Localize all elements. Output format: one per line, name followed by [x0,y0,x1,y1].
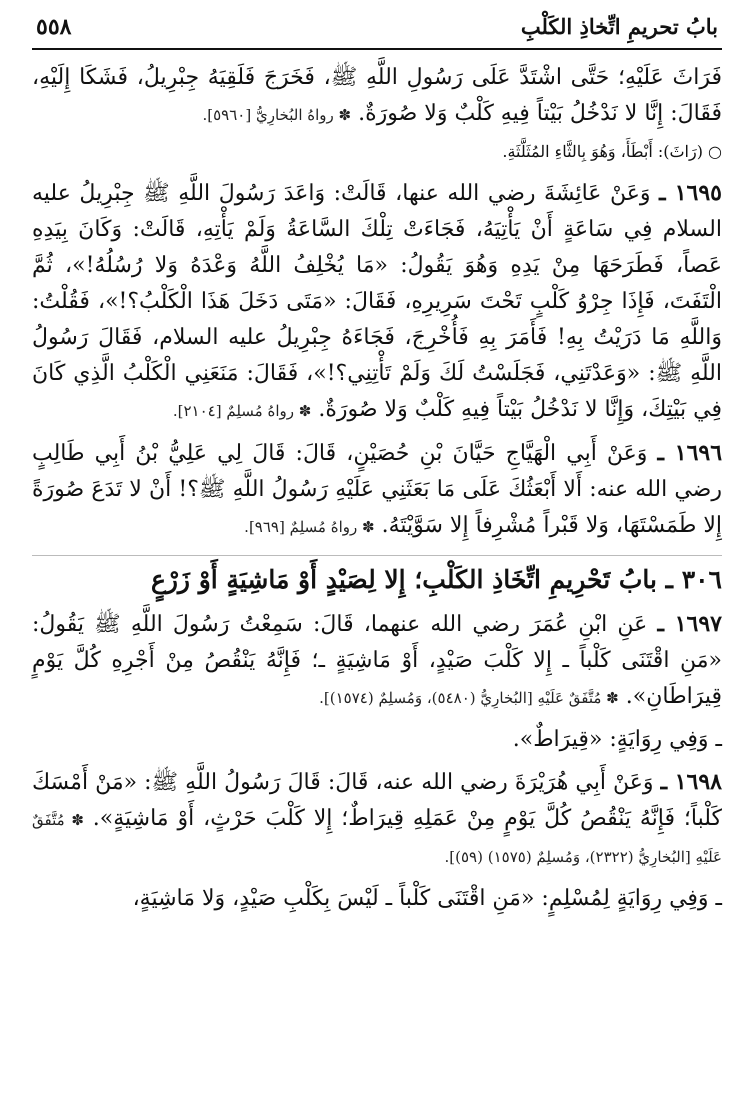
vocabulary-note [32,139,722,165]
paragraph-text: وَعَنْ أَبِي هُرَيْرَةَ رضي الله عنه، قَالَ: قَالَ رَسُولُ اللَّهِ ﷺ: «مَنْ أَمْسَكَ كَلْباً؛ فَإِنَّهُ يَنْقُصُ كُلَّ يَوْمٍ مِنْ عَمَلِهِ قِيرَاطٌ؛ إِلا كَلْبَ حَرْثٍ، أَوْ مَاشِيَةٍ». [32,770,723,831]
hadith-source: ✽ مُتَّفَقٌ عَلَيْهِ [البُخارِيُّ (٥٤٨٠)، وَمُسلِمٌ (١٥٧٤)]. [319,689,619,707]
hadith-1695 [32,175,722,429]
hadith-number: ١٦٩٦ ـ [657,440,723,466]
paragraph-text: وَعَنْ أَبِي الْهَيَّاجِ حَيَّانَ بْنِ حُصَيْنٍ، قَالَ: قَالَ لِي عَلِيُّ بْنُ أَبِي طَالِبٍ رضي الله عنه: أَلا أَبْعَثُكَ عَلَى مَا بَعَثَنِي عَلَيْهِ رَسُولُ اللَّهِ ﷺ؟! أَنْ لا تَدَعَ صُورَةً إِلا طَمَسْتَهَا، وَلا قَبْراً مُشْرِفاً إِلا سَوَّيْتَهُ. [32,441,722,538]
running-header [32,14,722,50]
chapter-heading: ٣٠٦ ـ بابُ تَحْرِيمِ اتِّخَاذِ الكَلْبِ؛ إِلا لِصَيْدٍ أَوْ مَاشِيَةٍ أَوْ زَرْعٍ [32,555,722,600]
paragraph-text: وَعَنْ عَائِشَةَ رضي الله عنها، قَالَتْ: وَاعَدَ رَسُولَ اللَّهِ ﷺ جِبْرِيلُ عليه السلام فِي سَاعَةٍ أَنْ يَأْتِيَهُ، فَجَاءَتْ تِلْكَ السَّاعَةُ وَلَمْ يَأْتِهِ، قَالَتْ: وَكَانَ بِيَدِهِ عَصاً، فَطَرَحَهَا مِنْ يَدِهِ وَهُوَ يَقُولُ: «مَا يُخْلِفُ اللَّهُ وَعْدَهُ وَلا رُسُلُهُ!»، ثُمَّ الْتَفَتَ، فَإِذَا جِرْوُ كَلْبٍ تَحْتَ سَرِيرِهِ، فَقَالَ: «مَتَى دَخَلَ هَذَا الْكَلْبُ؟!»، فَقُلْتُ: وَاللَّهِ مَا دَرَيْتُ بِهِ! فَأَمَرَ بِهِ فَأُخْرِجَ، فَجَاءَهُ جِبْرِيلُ عليه السلام، فَقَالَ رَسُولُ اللَّهِ ﷺ: «وَعَدْتَنِي، فَجَلَسْتُ لَكَ وَلَمْ تَأْتِنِي؟!»، فَقَالَ: مَنَعَنِي الْكَلْبُ الَّذِي كَانَ فِي بَيْتِكَ، وَإِنَّا لا نَدْخُلُ بَيْتاً فِيهِ كَلْبٌ وَلا صُورَةٌ. [32,181,722,422]
paragraph-text: فَرَاثَ عَلَيْهِ؛ حَتَّى اشْتَدَّ عَلَى رَسُولِ اللَّهِ ﷺ، فَخَرَجَ فَلَقِيَهُ جِبْرِيلُ، فَشَكَا إِلَيْهِ، فَقَالَ: إِنَّا لا نَدْخُلُ بَيْتاً فِيهِ كَلْبٌ وَلا صُورَةٌ. [32,65,722,126]
hadith-source: ✽ رواهُ مُسلِمٌ [٢١٠٤]. [172,402,312,420]
hadith-source: ✽ رواهُ البُخارِيُّ [٥٩٦٠]. [202,106,352,124]
paragraph-text: ـ وَفِي رِوَايَةٍ لِمُسْلِمٍ: «مَنِ اقْتَنَى كَلْباً ـ لَيْسَ بِكَلْبِ صَيْدٍ، وَلا مَاشِيَةٍ، [132,886,722,911]
paragraph-text: ـ وَفِي رِوَايَةٍ: «قِيرَاطٌ». [512,727,722,752]
hadith-1696 [32,435,722,545]
note-text: ○ (رَاثَ): أَبْطَأَ، وَهُوَ بِالثَّاءِ المُثَلَّثَةِ. [502,142,722,161]
hadith-number: ١٦٩٥ ـ [659,180,722,206]
hadith-number: ١٦٩٧ ـ [657,611,722,637]
page-content [32,50,722,917]
hadith-number: ١٦٩٨ ـ [660,769,722,795]
hadith-1697 [32,606,722,716]
narration-variant [32,722,722,758]
paragraph-text: عَنِ ابْنِ عُمَرَ رضي الله عنهما، قَالَ: سَمِعْتُ رَسُولَ اللَّهِ ﷺ يَقُولُ: «مَنِ اقْتَنَى كَلْباً ـ إِلا كَلْبَ صَيْدٍ، أَوْ مَاشِيَةٍ ـ؛ فَإِنَّهُ يَنْقُصُ مِنْ أَجْرِهِ كُلَّ يَوْمٍ قِيرَاطَانِ». [32,612,722,709]
hadith-source: ✽ رواهُ مُسلِمٌ [٩٦٩]. [244,518,375,536]
book-page [32,14,722,1100]
paragraph [32,60,722,133]
hadith-source: ✽ مُتَّفَقٌ عَلَيْهِ [البُخارِيُّ (٢٣٢٢)، وَمُسلِمٌ (١٥٧٥) (٥٩)]. [32,811,722,866]
page-number: ٥٥٨ [36,14,72,40]
hadith-1698 [32,764,722,875]
narration-variant [32,881,722,917]
header-title: بابُ تحريمِ اتِّخاذِ الكَلْبِ [520,14,718,39]
